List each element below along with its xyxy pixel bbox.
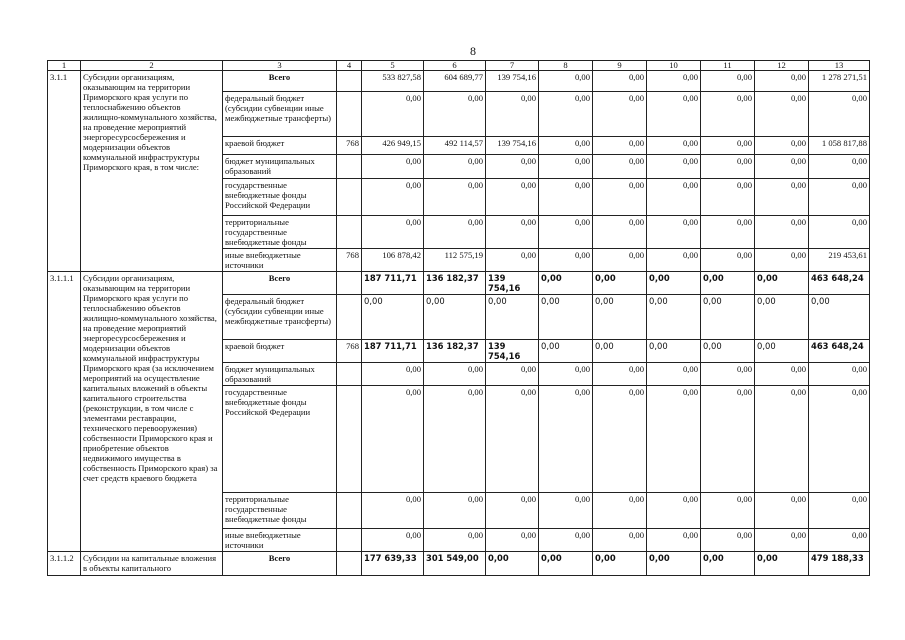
amount-cell: 0,00 xyxy=(647,363,701,386)
amount-cell: 0,00 xyxy=(701,386,755,493)
amount-cell: 0,00 xyxy=(647,249,701,272)
amount-cell: 0,00 xyxy=(701,272,755,295)
amount-cell: 0,00 xyxy=(539,137,593,155)
amount-cell: 0,00 xyxy=(755,363,809,386)
amount-cell: 0,00 xyxy=(647,493,701,529)
budget-table xyxy=(47,60,870,576)
amount-cell: 0,00 xyxy=(809,295,870,340)
amount-cell: 0,00 xyxy=(647,529,701,552)
amount-cell: 0,00 xyxy=(809,529,870,552)
amount-cell: 139 754,16 xyxy=(486,272,539,295)
amount-cell: 0,00 xyxy=(647,272,701,295)
amount-cell: 0,00 xyxy=(539,340,593,363)
amount-cell: 0,00 xyxy=(809,363,870,386)
amount-cell: 0,00 xyxy=(539,386,593,493)
amount-cell: 0,00 xyxy=(424,493,486,529)
amount-cell: 0,00 xyxy=(486,216,539,249)
amount-cell: 0,00 xyxy=(486,179,539,216)
header-cell: 3 xyxy=(223,61,337,71)
funding-source: государственные внебюджетные фонды Российской Федерации xyxy=(223,179,337,216)
amount-cell: 0,00 xyxy=(647,155,701,179)
amount-cell: 136 182,37 xyxy=(424,272,486,295)
budget-code xyxy=(337,216,362,249)
amount-cell: 0,00 xyxy=(362,529,424,552)
header-row xyxy=(48,61,870,71)
table-row xyxy=(48,552,870,576)
amount-cell: 0,00 xyxy=(486,363,539,386)
amount-cell: 0,00 xyxy=(755,295,809,340)
funding-source: иные внебюджетные источники xyxy=(223,529,337,552)
amount-cell: 0,00 xyxy=(755,493,809,529)
amount-cell: 0,00 xyxy=(701,552,755,576)
amount-cell: 0,00 xyxy=(424,529,486,552)
amount-cell: 0,00 xyxy=(701,529,755,552)
funding-source: территориальные государственные внебюджетные фонды xyxy=(223,216,337,249)
amount-cell: 0,00 xyxy=(647,92,701,137)
section-id: 3.1.1.1 xyxy=(48,272,81,552)
amount-cell: 0,00 xyxy=(539,529,593,552)
section-description: Субсидии на капитальные вложения в объекты капитального xyxy=(81,552,223,576)
amount-cell: 0,00 xyxy=(539,155,593,179)
budget-code xyxy=(337,155,362,179)
amount-cell: 0,00 xyxy=(593,216,647,249)
amount-cell: 0,00 xyxy=(755,386,809,493)
funding-source: федеральный бюджет (субсидии субвенции иные межбюджетные трансферты) xyxy=(223,92,337,137)
amount-cell: 0,00 xyxy=(362,363,424,386)
amount-cell: 0,00 xyxy=(755,552,809,576)
amount-cell: 0,00 xyxy=(647,386,701,493)
amount-cell: 0,00 xyxy=(593,552,647,576)
amount-cell: 139 754,16 xyxy=(486,71,539,92)
amount-cell: 0,00 xyxy=(424,295,486,340)
funding-source: краевой бюджет xyxy=(223,340,337,363)
amount-cell: 0,00 xyxy=(539,179,593,216)
amount-cell: 0,00 xyxy=(701,92,755,137)
amount-cell: 0,00 xyxy=(593,179,647,216)
budget-code xyxy=(337,92,362,137)
amount-cell: 0,00 xyxy=(362,216,424,249)
funding-source: территориальные государственные внебюджетные фонды xyxy=(223,493,337,529)
amount-cell: 0,00 xyxy=(539,71,593,92)
amount-cell: 177 639,33 xyxy=(362,552,424,576)
budget-code xyxy=(337,363,362,386)
amount-cell: 0,00 xyxy=(362,155,424,179)
amount-cell: 0,00 xyxy=(593,92,647,137)
amount-cell: 0,00 xyxy=(593,529,647,552)
budget-code xyxy=(337,71,362,92)
amount-cell: 0,00 xyxy=(362,295,424,340)
table-row xyxy=(48,71,870,92)
amount-cell: 0,00 xyxy=(647,295,701,340)
amount-cell: 463 648,24 xyxy=(809,272,870,295)
budget-code: 768 xyxy=(337,249,362,272)
amount-cell: 0,00 xyxy=(486,386,539,493)
budget-code xyxy=(337,529,362,552)
amount-cell: 0,00 xyxy=(539,249,593,272)
funding-source: Всего xyxy=(223,272,337,295)
amount-cell: 0,00 xyxy=(486,92,539,137)
amount-cell: 0,00 xyxy=(593,137,647,155)
amount-cell: 0,00 xyxy=(539,92,593,137)
amount-cell: 0,00 xyxy=(701,71,755,92)
amount-cell: 0,00 xyxy=(486,493,539,529)
amount-cell: 0,00 xyxy=(809,493,870,529)
header-cell: 4 xyxy=(337,61,362,71)
amount-cell: 0,00 xyxy=(593,493,647,529)
amount-cell: 0,00 xyxy=(362,92,424,137)
header-cell: 5 xyxy=(362,61,424,71)
funding-source: Всего xyxy=(223,71,337,92)
amount-cell: 0,00 xyxy=(647,71,701,92)
table-row xyxy=(48,272,870,295)
amount-cell: 0,00 xyxy=(701,155,755,179)
amount-cell: 0,00 xyxy=(701,363,755,386)
amount-cell: 0,00 xyxy=(424,363,486,386)
amount-cell: 479 188,33 xyxy=(809,552,870,576)
amount-cell: 533 827,58 xyxy=(362,71,424,92)
amount-cell: 0,00 xyxy=(486,552,539,576)
amount-cell: 0,00 xyxy=(809,155,870,179)
budget-code xyxy=(337,272,362,295)
table-body xyxy=(48,61,870,576)
amount-cell: 219 453,61 xyxy=(809,249,870,272)
amount-cell: 187 711,71 xyxy=(362,272,424,295)
amount-cell: 0,00 xyxy=(809,216,870,249)
amount-cell: 106 878,42 xyxy=(362,249,424,272)
amount-cell: 0,00 xyxy=(755,249,809,272)
amount-cell: 0,00 xyxy=(647,179,701,216)
amount-cell: 604 689,77 xyxy=(424,71,486,92)
section-description: Субсидии организациям, оказывающим на территории Приморского края услуги по теплоснабжению объектов жилищно-коммунального хозяйства, на проведение мероприятий энергоресурсосбережения и модернизации объектов коммунальной инфраструктуры Приморского края, в том числе: xyxy=(81,71,223,272)
amount-cell: 0,00 xyxy=(486,249,539,272)
funding-source: бюджет муниципальных образований xyxy=(223,155,337,179)
amount-cell: 0,00 xyxy=(809,386,870,493)
amount-cell: 0,00 xyxy=(701,249,755,272)
amount-cell: 0,00 xyxy=(755,71,809,92)
amount-cell: 0,00 xyxy=(539,552,593,576)
amount-cell: 0,00 xyxy=(486,155,539,179)
section-description: Субсидии организациям, оказывающим на территории Приморского края услуги по теплоснабжению объектов жилищно-коммунального хозяйства, на проведение мероприятий энергоресурсосбережения и модернизации объектов коммунальной инфраструктуры Приморского края (за исключением мероприятий на осуществление капитальных вложений в объекты капитального строительства (реконструкции, в том числе с элементами реставрации, технического перевооружения) собственности Приморского края и приобретение объектов недвижимого имущества в собственность Приморского края) за счет средств краевого бюджета xyxy=(81,272,223,552)
amount-cell: 0,00 xyxy=(362,493,424,529)
amount-cell: 0,00 xyxy=(593,155,647,179)
amount-cell: 0,00 xyxy=(755,92,809,137)
amount-cell: 0,00 xyxy=(647,216,701,249)
amount-cell: 0,00 xyxy=(755,529,809,552)
amount-cell: 0,00 xyxy=(362,386,424,493)
amount-cell: 0,00 xyxy=(593,340,647,363)
amount-cell: 0,00 xyxy=(424,92,486,137)
amount-cell: 0,00 xyxy=(701,493,755,529)
amount-cell: 0,00 xyxy=(647,340,701,363)
header-cell: 8 xyxy=(539,61,593,71)
amount-cell: 0,00 xyxy=(593,71,647,92)
amount-cell: 0,00 xyxy=(755,272,809,295)
amount-cell: 0,00 xyxy=(539,493,593,529)
budget-code xyxy=(337,552,362,576)
amount-cell: 0,00 xyxy=(647,552,701,576)
amount-cell: 0,00 xyxy=(701,179,755,216)
amount-cell: 0,00 xyxy=(593,295,647,340)
amount-cell: 0,00 xyxy=(486,295,539,340)
funding-source: Всего xyxy=(223,552,337,576)
amount-cell: 0,00 xyxy=(701,295,755,340)
header-cell: 2 xyxy=(81,61,223,71)
funding-source: иные внебюджетные источники xyxy=(223,249,337,272)
budget-code xyxy=(337,179,362,216)
amount-cell: 0,00 xyxy=(593,363,647,386)
amount-cell: 426 949,15 xyxy=(362,137,424,155)
amount-cell: 0,00 xyxy=(755,155,809,179)
budget-code xyxy=(337,386,362,493)
funding-source: федеральный бюджет (субсидии субвенции иные межбюджетные трансферты) xyxy=(223,295,337,340)
header-cell: 7 xyxy=(486,61,539,71)
amount-cell: 139 754,16 xyxy=(486,137,539,155)
amount-cell: 0,00 xyxy=(701,340,755,363)
amount-cell: 0,00 xyxy=(701,137,755,155)
amount-cell: 0,00 xyxy=(424,386,486,493)
funding-source: краевой бюджет xyxy=(223,137,337,155)
amount-cell: 301 549,00 xyxy=(424,552,486,576)
header-cell: 13 xyxy=(809,61,870,71)
amount-cell: 0,00 xyxy=(809,92,870,137)
amount-cell: 0,00 xyxy=(755,340,809,363)
amount-cell: 0,00 xyxy=(593,386,647,493)
amount-cell: 0,00 xyxy=(539,216,593,249)
budget-code: 768 xyxy=(337,137,362,155)
amount-cell: 0,00 xyxy=(755,216,809,249)
amount-cell: 0,00 xyxy=(486,529,539,552)
header-cell: 11 xyxy=(701,61,755,71)
amount-cell: 0,00 xyxy=(539,363,593,386)
amount-cell: 463 648,24 xyxy=(809,340,870,363)
amount-cell: 0,00 xyxy=(424,216,486,249)
amount-cell: 0,00 xyxy=(647,137,701,155)
funding-source: бюджет муниципальных образований xyxy=(223,363,337,386)
amount-cell: 112 575,19 xyxy=(424,249,486,272)
header-cell: 10 xyxy=(647,61,701,71)
header-cell: 12 xyxy=(755,61,809,71)
budget-code: 768 xyxy=(337,340,362,363)
header-cell: 1 xyxy=(48,61,81,71)
amount-cell: 0,00 xyxy=(593,249,647,272)
header-cell: 6 xyxy=(424,61,486,71)
budget-code xyxy=(337,295,362,340)
amount-cell: 0,00 xyxy=(809,179,870,216)
amount-cell: 492 114,57 xyxy=(424,137,486,155)
amount-cell: 0,00 xyxy=(755,137,809,155)
funding-source: государственные внебюджетные фонды Российской Федерации xyxy=(223,386,337,493)
amount-cell: 0,00 xyxy=(424,179,486,216)
section-id: 3.1.1 xyxy=(48,71,81,272)
amount-cell: 136 182,37 xyxy=(424,340,486,363)
amount-cell: 0,00 xyxy=(539,272,593,295)
amount-cell: 1 278 271,51 xyxy=(809,71,870,92)
amount-cell: 0,00 xyxy=(362,179,424,216)
amount-cell: 0,00 xyxy=(701,216,755,249)
page-number: 8 xyxy=(470,44,476,58)
amount-cell: 187 711,71 xyxy=(362,340,424,363)
header-cell: 9 xyxy=(593,61,647,71)
amount-cell: 0,00 xyxy=(755,179,809,216)
amount-cell: 0,00 xyxy=(539,295,593,340)
amount-cell: 1 058 817,88 xyxy=(809,137,870,155)
amount-cell: 0,00 xyxy=(593,272,647,295)
budget-code xyxy=(337,493,362,529)
section-id: 3.1.1.2 xyxy=(48,552,81,576)
amount-cell: 0,00 xyxy=(424,155,486,179)
amount-cell: 139 754,16 xyxy=(486,340,539,363)
